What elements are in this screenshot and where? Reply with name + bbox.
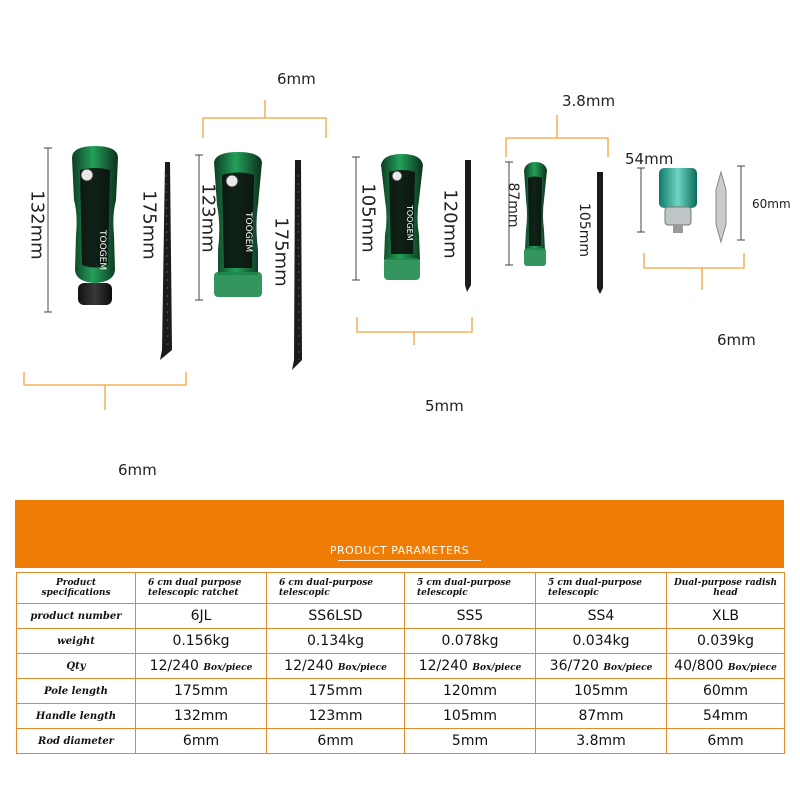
- table-cell: [667, 604, 785, 629]
- svg-text:TOOGEM: TOOGEM: [243, 212, 253, 253]
- cell-value: XLB: [712, 608, 739, 624]
- table-cell: [136, 629, 267, 654]
- screwdriver-shaft-2: [292, 160, 302, 370]
- cell-value: 87mm: [578, 708, 624, 724]
- cell-unit: Box/piece: [603, 663, 653, 673]
- table-cell: [405, 629, 536, 654]
- rod-diameter-label-1: 6mm: [118, 461, 157, 479]
- shaft-length-label-4: 105mm: [576, 203, 592, 257]
- cell-value: SS4: [587, 608, 615, 624]
- table-row: [17, 679, 785, 704]
- row-label: Pole length: [17, 679, 136, 704]
- cell-value: 105mm: [574, 683, 628, 699]
- table-cell: [667, 679, 785, 704]
- table-cell: [405, 704, 536, 729]
- row-label: product number: [17, 604, 136, 629]
- table-row: [17, 629, 785, 654]
- banner-title: PRODUCT PARAMETERS: [329, 544, 470, 557]
- table-cell: [536, 629, 667, 654]
- cell-unit: Box/piece: [337, 663, 387, 673]
- row-label: Rod diameter: [17, 729, 136, 754]
- cell-value: 54mm: [702, 708, 749, 724]
- stubby-screwdriver-handle: [659, 168, 697, 233]
- table-cell: [136, 729, 267, 754]
- rod-diameter-label-4: 3.8mm: [562, 92, 616, 110]
- dimension-brackets: [24, 100, 744, 410]
- cell-value: 12/240: [284, 658, 334, 674]
- screwdriver-handle-2: [214, 152, 262, 297]
- table-cell: [405, 604, 536, 629]
- cell-unit: Box/piece: [472, 663, 522, 673]
- screwdriver-shaft-4: [597, 172, 603, 294]
- table-cell: [267, 679, 405, 704]
- corner-header: Product specifications: [17, 573, 136, 604]
- handle-length-label-1: 132mm: [26, 190, 48, 260]
- table-cell: [136, 679, 267, 704]
- table-cell: [136, 604, 267, 629]
- cell-unit: Box/piece: [727, 663, 777, 673]
- row-label: Qty: [17, 654, 136, 679]
- handle-length-label-3: 105mm: [357, 183, 379, 253]
- table-body: [17, 604, 785, 754]
- cell-value: 12/240: [149, 658, 199, 674]
- column-header: 6 cm dual purpose telescopic ratchet: [136, 573, 267, 604]
- table-cell: [667, 654, 785, 679]
- parameters-banner: [15, 500, 784, 568]
- row-label: Handle length: [17, 704, 136, 729]
- cell-value: 120mm: [443, 683, 497, 699]
- cell-value: 3.8mm: [576, 733, 626, 749]
- handle-length-label-4: 87mm: [505, 182, 521, 228]
- table-cell: [536, 604, 667, 629]
- cell-value: 6mm: [707, 733, 744, 749]
- cell-value: SS6LSD: [308, 608, 363, 624]
- cell-value: 123mm: [308, 708, 363, 724]
- cell-value: 6JL: [190, 608, 212, 624]
- stubby-bit-length-label: 60mm: [752, 197, 791, 211]
- double-ended-bit: [716, 172, 726, 242]
- cell-value: 6mm: [182, 733, 220, 749]
- column-header: Dual-purpose radish head: [667, 573, 785, 604]
- table-cell: [536, 704, 667, 729]
- row-label: weight: [17, 629, 136, 654]
- screwdriver-handle-3: [381, 154, 423, 280]
- table-cell: [667, 629, 785, 654]
- screwdriver-handle-1: [72, 146, 118, 305]
- svg-text:TOOGEM: TOOGEM: [405, 205, 414, 241]
- cell-value: 0.034kg: [572, 633, 630, 649]
- table-cell: [667, 729, 785, 754]
- table-cell: [536, 654, 667, 679]
- cell-value: 60mm: [702, 683, 749, 699]
- table-cell: [667, 704, 785, 729]
- cell-value: 105mm: [443, 708, 497, 724]
- cell-value: 40/800: [674, 658, 724, 674]
- cell-value: 36/720: [549, 658, 599, 674]
- screwdriver-shaft-3: [465, 160, 471, 292]
- table-header-row: [17, 573, 785, 604]
- table-cell: [136, 654, 267, 679]
- cell-value: 0.078kg: [441, 633, 499, 649]
- rod-diameter-label-5: 6mm: [717, 331, 756, 349]
- cell-value: 5mm: [451, 733, 489, 749]
- table-cell: [267, 604, 405, 629]
- table-cell: [405, 679, 536, 704]
- cell-value: SS5: [456, 608, 484, 624]
- table-cell: [405, 654, 536, 679]
- column-header: 6 cm dual-purpose telescopic: [267, 573, 405, 604]
- cell-value: 0.134kg: [306, 633, 365, 649]
- table-cell: [405, 729, 536, 754]
- product-parameters-table: [16, 572, 785, 754]
- table-cell: [267, 629, 405, 654]
- cell-unit: Box/piece: [203, 663, 253, 673]
- cell-value: 175mm: [308, 683, 363, 699]
- cell-value: 12/240: [418, 658, 468, 674]
- column-header: 5 cm dual-purpose telescopic: [536, 573, 667, 604]
- table-cell: [267, 654, 405, 679]
- table-cell: [536, 729, 667, 754]
- cell-value: 132mm: [174, 708, 228, 724]
- rod-diameter-label-2: 6mm: [277, 70, 316, 88]
- rod-diameter-label-3: 5mm: [425, 397, 464, 415]
- cell-value: 0.039kg: [696, 633, 755, 649]
- handle-length-label-2: 123mm: [197, 183, 219, 253]
- cell-value: 0.156kg: [172, 633, 230, 649]
- screwdriver-handle-4: [524, 162, 547, 266]
- table-cell: [536, 679, 667, 704]
- table-cell: [267, 704, 405, 729]
- stubby-handle-length-label: 54mm: [625, 150, 674, 168]
- table-cell: [267, 729, 405, 754]
- screwdriver-shaft-1: [160, 162, 172, 360]
- table-row: [17, 604, 785, 629]
- cell-value: 6mm: [317, 733, 354, 749]
- table-row: [17, 729, 785, 754]
- shaft-length-label-3: 120mm: [439, 189, 461, 259]
- banner-underline: [338, 560, 481, 561]
- shaft-length-label-1: 175mm: [138, 190, 160, 260]
- svg-text:TOOGEM: TOOGEM: [97, 230, 107, 271]
- table-row: [17, 704, 785, 729]
- table-row: [17, 654, 785, 679]
- shaft-length-label-2: 175mm: [270, 217, 292, 287]
- table-cell: [136, 704, 267, 729]
- cell-value: 175mm: [174, 683, 228, 699]
- column-header: 5 cm dual-purpose telescopic: [405, 573, 536, 604]
